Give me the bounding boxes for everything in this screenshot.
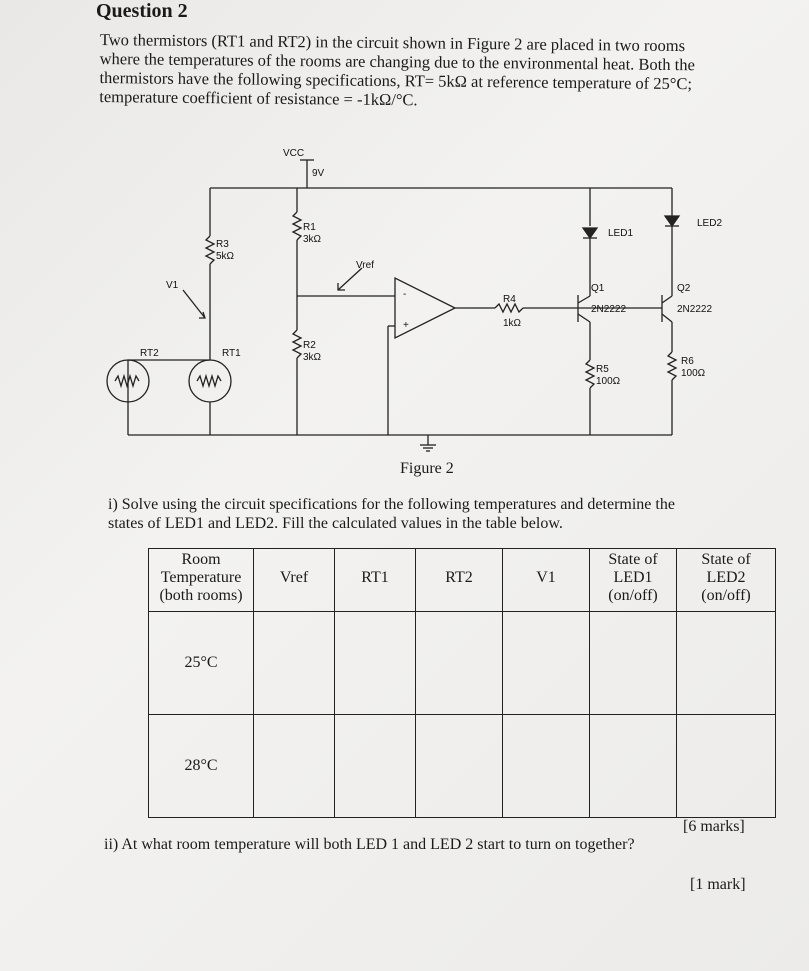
header-rt1: RT1 xyxy=(335,549,416,612)
r5-label: R5 xyxy=(596,364,609,375)
r2-value: 3kΩ xyxy=(303,352,322,363)
led2-label: LED2 xyxy=(697,218,723,229)
cell-input[interactable] xyxy=(503,612,590,715)
cell-input[interactable] xyxy=(590,612,677,715)
question-paragraph xyxy=(99,30,710,112)
cell-input[interactable] xyxy=(590,715,677,818)
header-room-temp: Room Temperature (both rooms) xyxy=(149,549,254,612)
vcc-value: 9V xyxy=(312,168,325,179)
r4-label: R4 xyxy=(503,294,516,305)
figure-caption: Figure 2 xyxy=(400,460,454,477)
row-temp-28: 28°C xyxy=(149,715,254,818)
row-temp-25: 25°C xyxy=(149,612,254,715)
cell-input[interactable] xyxy=(335,612,416,715)
cell-input[interactable] xyxy=(416,612,503,715)
cell-input[interactable] xyxy=(416,715,503,818)
header-rt2: RT2 xyxy=(416,549,503,612)
cell-input[interactable] xyxy=(677,612,776,715)
cell-input[interactable] xyxy=(503,715,590,818)
paragraph-line: where the temperatures of the rooms are changing due to the environmental heat. Both the xyxy=(99,48,695,75)
led1-label: LED1 xyxy=(608,228,634,239)
header-led2: State of LED2 (on/off) xyxy=(677,549,776,612)
part-ii-text: ii) At what room temperature will both LED 1 and LED 2 start to turn on together? xyxy=(104,836,635,853)
vcc-label: VCC xyxy=(283,148,305,159)
table-header-row xyxy=(149,549,776,612)
rt2-label: RT2 xyxy=(140,348,159,359)
r1-label: R1 xyxy=(303,222,316,233)
r3-label: R3 xyxy=(216,239,229,250)
cell-input[interactable] xyxy=(677,715,776,818)
paragraph-line: temperature coefficient of resistance = -1kΩ/°C. xyxy=(99,86,418,110)
cell-input[interactable] xyxy=(254,612,335,715)
paragraph-line: thermistors have the following specifications, RT= 5kΩ at reference temperature of 25°C; xyxy=(99,67,693,94)
rt1-label: RT1 xyxy=(222,348,241,359)
r5-value: 100Ω xyxy=(596,376,621,387)
r6-value: 100Ω xyxy=(681,368,706,379)
part-i-text xyxy=(108,495,675,533)
part-i-line: i) Solve using the circuit specifications for the following temperatures and determine the xyxy=(108,496,675,513)
opamp-minus: - xyxy=(403,289,407,300)
q2-type: 2N2222 xyxy=(677,304,713,315)
q1-type: 2N2222 xyxy=(591,304,627,315)
q2-label: Q2 xyxy=(677,283,691,294)
header-vref: Vref xyxy=(254,549,335,612)
q1-label: Q1 xyxy=(591,283,605,294)
question-title: Question 2 xyxy=(96,0,188,22)
header-v1: V1 xyxy=(503,549,590,612)
circuit-diagram xyxy=(0,140,809,460)
part-i-line: states of LED1 and LED2. Fill the calculated values in the table below. xyxy=(108,515,563,532)
r4-value: 1kΩ xyxy=(503,318,522,329)
opamp-plus: + xyxy=(403,320,409,331)
marks-part-ii: [1 mark] xyxy=(690,876,746,893)
r1-value: 3kΩ xyxy=(303,234,322,245)
table-row xyxy=(149,612,776,715)
vref-label: Vref xyxy=(356,260,374,271)
cell-input[interactable] xyxy=(254,715,335,818)
answer-table xyxy=(148,548,776,818)
table-row xyxy=(149,715,776,818)
v1-label: V1 xyxy=(166,280,179,291)
cell-input[interactable] xyxy=(335,715,416,818)
r6-label: R6 xyxy=(681,356,694,367)
r2-label: R2 xyxy=(303,340,316,351)
marks-part-i: [6 marks] xyxy=(683,818,745,835)
r3-value: 5kΩ xyxy=(216,251,235,262)
paragraph-line: Two thermistors (RT1 and RT2) in the circuit shown in Figure 2 are placed in two rooms xyxy=(99,30,686,56)
header-led1: State of LED1 (on/off) xyxy=(590,549,677,612)
